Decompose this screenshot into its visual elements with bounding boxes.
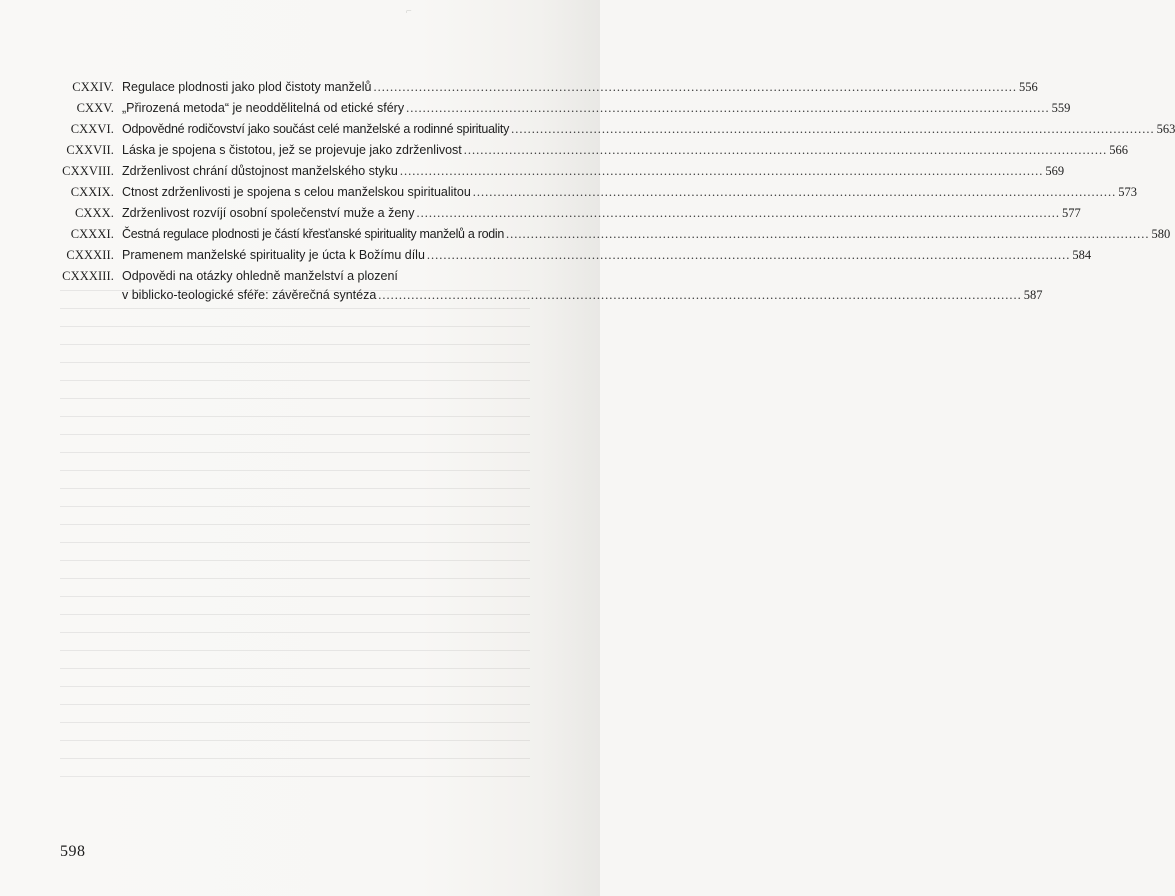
- leader-dots: [506, 225, 1150, 244]
- toc-entry: [60, 120, 1175, 139]
- chapter-number: CXXVIII.: [62, 164, 114, 178]
- chapter-title: Odpovědi na otázky ohledně manželství a plození: [122, 269, 398, 283]
- chapter-number: CXXVI.: [70, 122, 114, 136]
- page-number: 563: [1156, 122, 1175, 136]
- page-number: 580: [1151, 227, 1171, 241]
- top-mark: ⌐: [406, 6, 412, 17]
- chapter-number: CXXVII.: [66, 143, 114, 157]
- page-number: 556: [1018, 80, 1038, 94]
- page-number: 573: [1118, 185, 1138, 199]
- leader-dots: [511, 120, 1155, 139]
- page-number: 566: [1109, 143, 1129, 157]
- chapter-title: Láska je spojena s čistotou, jež se projevuje jako zdrženlivost: [122, 143, 462, 157]
- chapter-number: CXXIX.: [70, 185, 114, 199]
- chapter-number: CXXXII.: [66, 248, 114, 262]
- toc-entry: [60, 204, 1081, 223]
- toc-entry: [60, 141, 1129, 160]
- chapter-number: CXXXIII.: [62, 269, 114, 283]
- toc-entry: [60, 183, 1138, 202]
- page-number: 569: [1045, 164, 1065, 178]
- toc-entry: [60, 267, 1043, 305]
- table-of-contents: [60, 78, 1175, 307]
- toc-entry: [60, 225, 1171, 244]
- leader-dots: [473, 183, 1117, 202]
- chapter-number: CXXX.: [74, 206, 114, 220]
- chapter-title-continued: v biblicko-teologické sféře: závěrečná syntéza: [122, 288, 377, 302]
- chapter-title: Regulace plodnosti jako plod čistoty manželů: [122, 80, 372, 94]
- page-number: 577: [1062, 206, 1081, 220]
- leader-dots: [378, 286, 1022, 305]
- page-number: 559: [1051, 101, 1071, 115]
- toc-entry: [60, 78, 1038, 97]
- toc-entry: [60, 162, 1065, 181]
- chapter-title: Čestná regulace plodnosti je částí křesťanské spirituality manželů a rodin: [122, 227, 505, 241]
- toc-entry: [60, 246, 1092, 265]
- leader-dots: [464, 141, 1108, 160]
- leader-dots: [427, 246, 1071, 265]
- page-folio: 598: [60, 843, 86, 860]
- page-number: 584: [1072, 248, 1092, 262]
- leader-dots: [400, 162, 1044, 181]
- chapter-title: Ctnost zdrženlivosti je spojena s celou manželskou spiritualitou: [122, 185, 471, 199]
- chapter-title: „Přirozená metoda“ je neoddělitelná od etické sféry: [122, 101, 405, 115]
- chapter-number: CXXV.: [76, 101, 114, 115]
- chapter-title: Zdrženlivost chrání důstojnost manželského styku: [122, 164, 398, 178]
- chapter-title: Odpovědné rodičovství jako součást celé manželské a rodinné spirituality: [122, 122, 510, 136]
- chapter-title: Pramenem manželské spirituality je úcta k Božímu dílu: [122, 248, 425, 262]
- show-through-text: [60, 290, 530, 850]
- page-number: 587: [1023, 288, 1043, 302]
- chapter-number: CXXIV.: [72, 80, 114, 94]
- chapter-number: CXXXI.: [70, 227, 114, 241]
- leader-dots: [406, 99, 1050, 118]
- leader-dots: [373, 78, 1017, 97]
- leader-dots: [417, 204, 1061, 223]
- chapter-title: Zdrženlivost rozvíjí osobní společenství muže a ženy: [122, 206, 415, 220]
- toc-entry: [60, 99, 1071, 118]
